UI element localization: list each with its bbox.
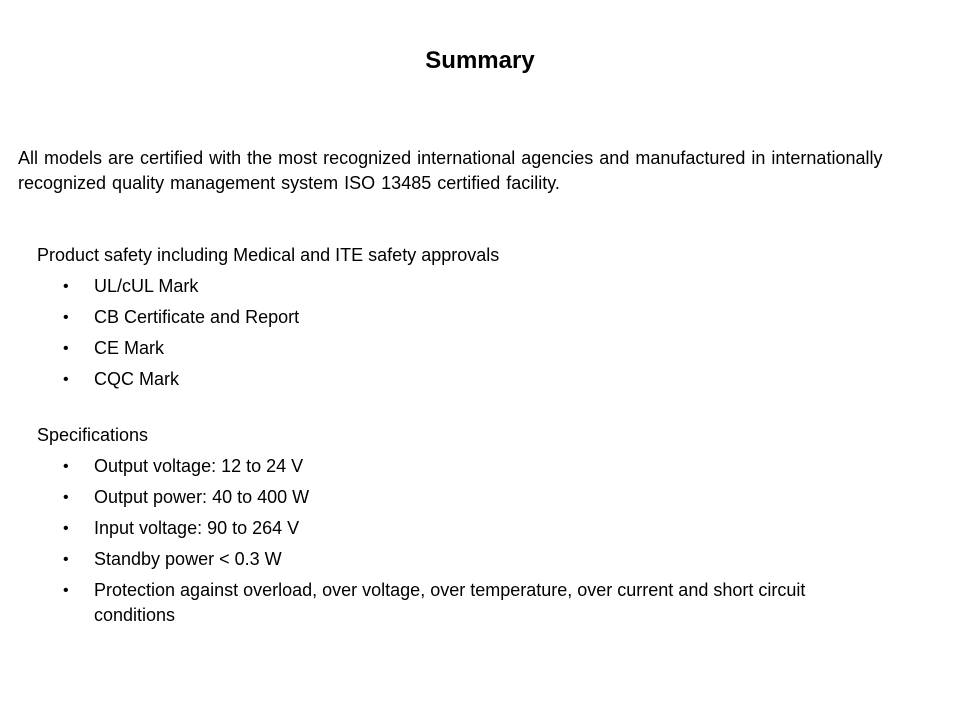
bullet-icon: • [63, 582, 69, 599]
list-item-text: Input voltage: 90 to 264 V [94, 518, 300, 538]
bullet-icon: • [63, 278, 69, 295]
list-item-text: CB Certificate and Report [94, 307, 300, 327]
list-item [37, 271, 917, 302]
intro-paragraph: All models are certified with the most recognized international agencies and manufactured in internationally recognized quality management system ISO 13485 certified facility. [18, 148, 883, 193]
list-item-text: Output power: 40 to 400 W [94, 487, 310, 507]
bullet-icon: • [63, 551, 69, 568]
list-item [37, 575, 884, 628]
list-item [37, 333, 917, 364]
bullet-icon: • [63, 520, 69, 537]
page-title: Summary [425, 47, 535, 74]
list-item [37, 544, 917, 575]
list-item-text: Standby power < 0.3 W [94, 549, 282, 569]
bullet-icon: • [63, 458, 69, 475]
list-item [37, 364, 917, 395]
bullet-icon: • [63, 340, 69, 357]
bullet-icon: • [63, 489, 69, 506]
bullet-icon: • [63, 371, 69, 388]
list-item-text: CQC Mark [94, 369, 179, 389]
safety-heading: Product safety including Medical and ITE safety approvals [37, 245, 500, 265]
specifications-section [37, 420, 917, 628]
list-item-text: UL/cUL Mark [94, 276, 199, 296]
list-item [37, 302, 917, 333]
safety-list [37, 271, 917, 395]
list-item [37, 513, 917, 544]
list-item-text: Protection against overload, over voltage, over temperature, over current and short circuit conditions [94, 580, 806, 625]
list-item [37, 482, 917, 513]
specifications-list [37, 451, 917, 628]
list-item-text: Output voltage: 12 to 24 V [94, 456, 304, 476]
list-item [37, 451, 917, 482]
specifications-heading: Specifications [37, 425, 149, 445]
safety-section [37, 240, 917, 395]
list-item-text: CE Mark [94, 338, 165, 358]
bullet-icon: • [63, 309, 69, 326]
